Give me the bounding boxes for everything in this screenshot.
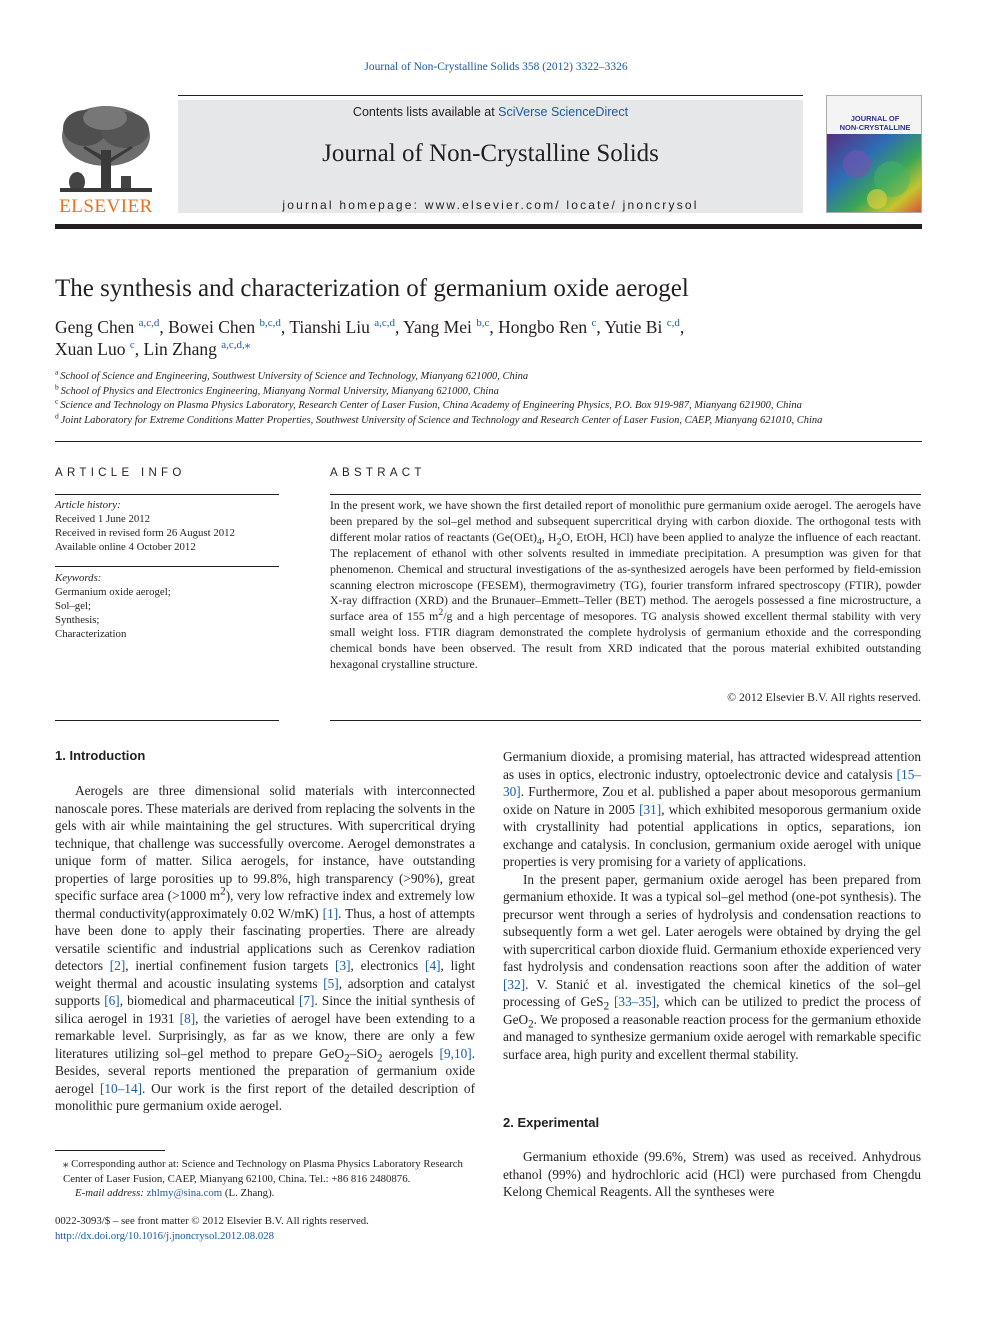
- abstract-bottom-rule: [330, 720, 921, 721]
- ref-link[interactable]: [3]: [335, 958, 351, 973]
- online-date: Available online 4 October 2012: [55, 541, 196, 553]
- ref-link[interactable]: [2]: [109, 958, 126, 973]
- received-date: Received 1 June 2012: [55, 513, 151, 525]
- header-thick-rule: [55, 224, 922, 229]
- keywords-rule: [55, 566, 279, 567]
- footnote-rule: [55, 1150, 165, 1151]
- ref-link[interactable]: [8]: [179, 1010, 196, 1026]
- affiliation-rule: [55, 441, 922, 442]
- author-affiliation-mark[interactable]: a,c,d: [374, 317, 396, 330]
- journal-citation[interactable]: Journal of Non-Crystalline Solids 358 (2012) 3322–3326: [364, 61, 628, 73]
- author-separator: ,: [134, 339, 144, 359]
- abstract-copyright: © 2012 Elsevier B.V. All rights reserved.: [727, 690, 921, 704]
- ref-link[interactable]: [33–35]: [614, 994, 657, 1009]
- ref-link[interactable]: [31]: [639, 801, 662, 817]
- abstract-heading: ABSTRACT: [330, 467, 426, 479]
- affiliation-item: $^b$ School of Physics and Electronics Engineering, Mianyang Normal University, Mianyang 621000, China: [55, 382, 499, 397]
- history-heading: Article history:: [55, 499, 121, 511]
- author-separator: ,: [159, 317, 169, 337]
- introduction-paragraph: Aerogels are three dimensional solid materials with interconnected nanoscale pores. These materials are derived from replacing the solvents in the gels with air while maintaining the gel structures. With supercritical drying technique, that challenge was successfully overcome. Aerogel demonstrates a unique form of matter. Silica aerogels, for instance, have outstanding properties of large porosities up to 99.8%, high transparency (>90%), great specific surface area (>1000 $m^2$), very low refractive index and extremely low thermal conductivity(approximately 0.02 W/mK) [1]. Thus, a host of attempts have been done to apply their fascinating properties. There are already versatile scientific and industrial applications such as Cerenkov radiation detectors [2], inertial confinement fusion targets [3], electronics [4], light weight thermal and acoustic insulating systems [5], adsorption and catalyst supports [6], biomedical and pharmaceutical [7]. Since the initial synthesis of silica aerogel in 1931 [8], the varieties of aerogel have been extending to a remarkable level. Surprisingly, as far as we know, there are only a few literatures utilizing sol–gel method to prepare GeO$_2$–SiO$_2$ aerogels [9,10]. Besides, several reports mentioned the preparation of germanium oxide aerogel [10–14]. Our work is the first report of the detailed description of monolithic pure germanium oxide aerogel.: [55, 783, 476, 1113]
- author-name: Yutie Bi: [604, 317, 667, 337]
- keyword: Germanium oxide aerogel;: [55, 586, 171, 598]
- author-name: Tianshi Liu: [289, 317, 375, 337]
- ref-link[interactable]: [1]: [322, 905, 339, 921]
- affiliation-item: $^c$ Science and Technology on Plasma Physics Laboratory, Research Center of Laser Fusion, China Academy of Engineering Physics, P.O. Box 919-987, Mianyang 621900, China: [55, 396, 802, 412]
- ref-link[interactable]: [4]: [425, 958, 441, 973]
- author-affiliation-mark[interactable]: a,c,d: [138, 317, 160, 330]
- cover-title: JOURNAL OF NON-CRYSTALLINE: [839, 114, 911, 132]
- author-name: Hongbo Ren: [498, 317, 592, 337]
- elsevier-wordmark: ELSEVIER: [59, 196, 153, 217]
- author-affiliation-mark[interactable]: c: [129, 339, 135, 352]
- issn-line: 0022-3093/$ – see front matter © 2012 Elsevier B.V. All rights reserved.: [55, 1215, 369, 1227]
- section-heading-experimental: 2. Experimental: [503, 1115, 600, 1130]
- sciencedirect-link[interactable]: SciVerse ScienceDirect: [498, 105, 629, 119]
- revised-date: Received in revised form 26 August 2012: [55, 527, 235, 539]
- author-affiliation-mark[interactable]: b,c,d: [259, 317, 281, 330]
- author-separator: ,: [280, 317, 290, 337]
- contents-prefix: Contents lists available at: [352, 105, 499, 119]
- author-name: Lin Zhang: [143, 339, 222, 359]
- author-separator: ,: [679, 317, 685, 337]
- article-info-rule: [55, 494, 279, 495]
- ref-link[interactable]: [32]: [503, 976, 526, 992]
- journal-homepage[interactable]: journal homepage: www.elsevier.com/ locate/ jnoncrysol: [282, 198, 699, 212]
- experimental-paragraph: Germanium ethoxide (99.6%, Strem) was used as received. Anhydrous ethanol (99%) and hydrochloric acid (HCl) were purchased from Chengdu Kelong Chemical Reagents. All the syntheses were: [503, 1149, 921, 1199]
- author-affiliation-mark[interactable]: c: [591, 317, 597, 330]
- journal-cover-thumbnail[interactable]: [826, 95, 922, 213]
- ref-link[interactable]: [9,10]: [439, 1045, 472, 1061]
- cover-artwork: [827, 134, 922, 213]
- keyword: Synthesis;: [55, 614, 100, 626]
- author-separator: ,: [395, 317, 404, 337]
- article-title: The synthesis and characterization of germanium oxide aerogel: [55, 275, 689, 302]
- keywords-block: [55, 571, 279, 641]
- author-affiliation-mark[interactable]: c,d: [666, 317, 680, 330]
- abstract-rule: [330, 494, 921, 495]
- email-link[interactable]: zhlmy@sina.com: [146, 1187, 223, 1199]
- author-name: Yang Mei: [403, 317, 477, 337]
- affiliation-list: [55, 367, 935, 428]
- author-list: [55, 316, 935, 360]
- section-heading-introduction: 1. Introduction: [55, 748, 146, 763]
- author-separator: ,: [489, 317, 499, 337]
- article-info-heading: ARTICLE INFO: [55, 467, 186, 479]
- journal-name: Journal of Non-Crystalline Solids: [322, 140, 659, 167]
- author-name: Bowei Chen: [168, 317, 260, 337]
- footer-issn: [55, 1214, 475, 1243]
- doi-link[interactable]: http://dx.doi.org/10.1016/j.jnoncrysol.2012.08.028: [55, 1229, 275, 1242]
- article-info-bottom-rule: [55, 720, 279, 721]
- author-affiliation-mark[interactable]: b,c: [476, 317, 490, 330]
- affiliation-item: $^d$ Joint Laboratory for Extreme Conditions Matter Properties, Southwest University of Science and Technology and Research Center of Laser Fusion, CAEP, Mianyang 621010, China: [55, 411, 823, 426]
- right-column-text: Germanium dioxide, a promising material, has attracted widespread attention as uses in optics, electronic industry, optoelectronic device and catalysis [15–30]. Furthermore, Zou et al. published a paper about mesoporous germanium oxide on Nature in 2005 [31], which exhibited mesoporous germanium oxide with crystallinity had potential applications in optics, separations, ion exchange and catalysis. In conclusion, germanium oxide aerogel with unique properties is very promising for a variety of applications. In the present paper, germanium oxide aerogel has been prepared from germanium ethoxide. It was a typical sol–gel method (one-pot synthesis). The precursor went through a series of hydrolysis and condensation reactions to subsequently form a wet gel. Later aerogels were obtained by drying the gel with supercritical carbon dioxide fluid. Germanium ethoxide experienced very fast hydrolysis and condensation reactions soon after the addition of water [32]. V. Stanić et al. investigated the chemical kinetics of the sol–gel processing of GeS$_2$ [33–35], which can be utilized to predict the process of GeO$_2$. We proposed a reasonable reaction process for the germanium ethoxide and managed to synthesize germanium oxide aerogel with remarkable specific surface area, high purity and excellent thermal stability.: [503, 749, 922, 1062]
- author-separator: ,: [596, 317, 605, 337]
- article-history: [55, 498, 279, 554]
- ref-link[interactable]: [6]: [104, 993, 120, 1008]
- ref-link[interactable]: [10–14]: [99, 1080, 143, 1096]
- abstract-text: In the present work, we have shown the first detailed report of monolithic pure germanium oxide aerogel. The aerogels have been prepared by the sol–gel method and subsequent supercritical drying with carbon dioxide. The orthogonal tests with different molar ratios of reactants ($Ge(OEt)_4$, $H_2O$, EtOH, HCl) have been applied to analyze the influence of each reactant. The replacement of ethanol with other solvents resulted in immediate precipitation. A presumption was given for that phenomenon. Chemical and structural investigations of the as-synthesized aerogels have been performed by field-emission scanning electron microscope (FESEM), thermogravimetry (TG), fourier transform infrared spectroscopy (FTIR), powder X-ray diffraction (XRD) and the Brunauer–Emmett–Teller (BET) method. The aerogels possessed a fine microstructure, a surface area of 155 $m^2/g$ and a high percentage of mesopores. TG analysis showed excellent thermal stability with very small weight loss. FTIR diagram demonstrated the complete hydrolysis of germanium ethoxide and the corresponding chemical bonds have been observed. The result from XRD indicated that the porous material exhibited outstanding hexagonal crystalline structure.: [330, 498, 921, 672]
- author-affiliation-mark[interactable]: a,c,d,⁎: [221, 339, 251, 352]
- ref-link[interactable]: [15–30]: [503, 766, 921, 799]
- ref-link[interactable]: [7]: [298, 993, 315, 1008]
- ref-link[interactable]: [5]: [323, 975, 339, 991]
- affiliation-item: $^a$ School of Science and Engineering, Southwest University of Science and Technology, Mianyang 621000, China: [55, 367, 529, 382]
- keywords-heading: Keywords:: [55, 572, 102, 584]
- author-name: Geng Chen: [55, 317, 139, 337]
- keyword: Characterization: [55, 628, 127, 640]
- author-name: Xuan Luo: [55, 339, 130, 359]
- contents-line: [178, 105, 803, 119]
- keyword: Sol–gel;: [55, 600, 91, 612]
- header-rule: [178, 95, 803, 96]
- corresponding-author-footnote: ⁎ Corresponding author at: Science and Technology on Plasma Physics Laboratory Research Center of Laser Fusion, CAEP, Mianyang 62100, China. Tel.: +86 816 2480876. E-mail address: zhlmy@sina.com (L. Zhang).: [63, 1158, 463, 1199]
